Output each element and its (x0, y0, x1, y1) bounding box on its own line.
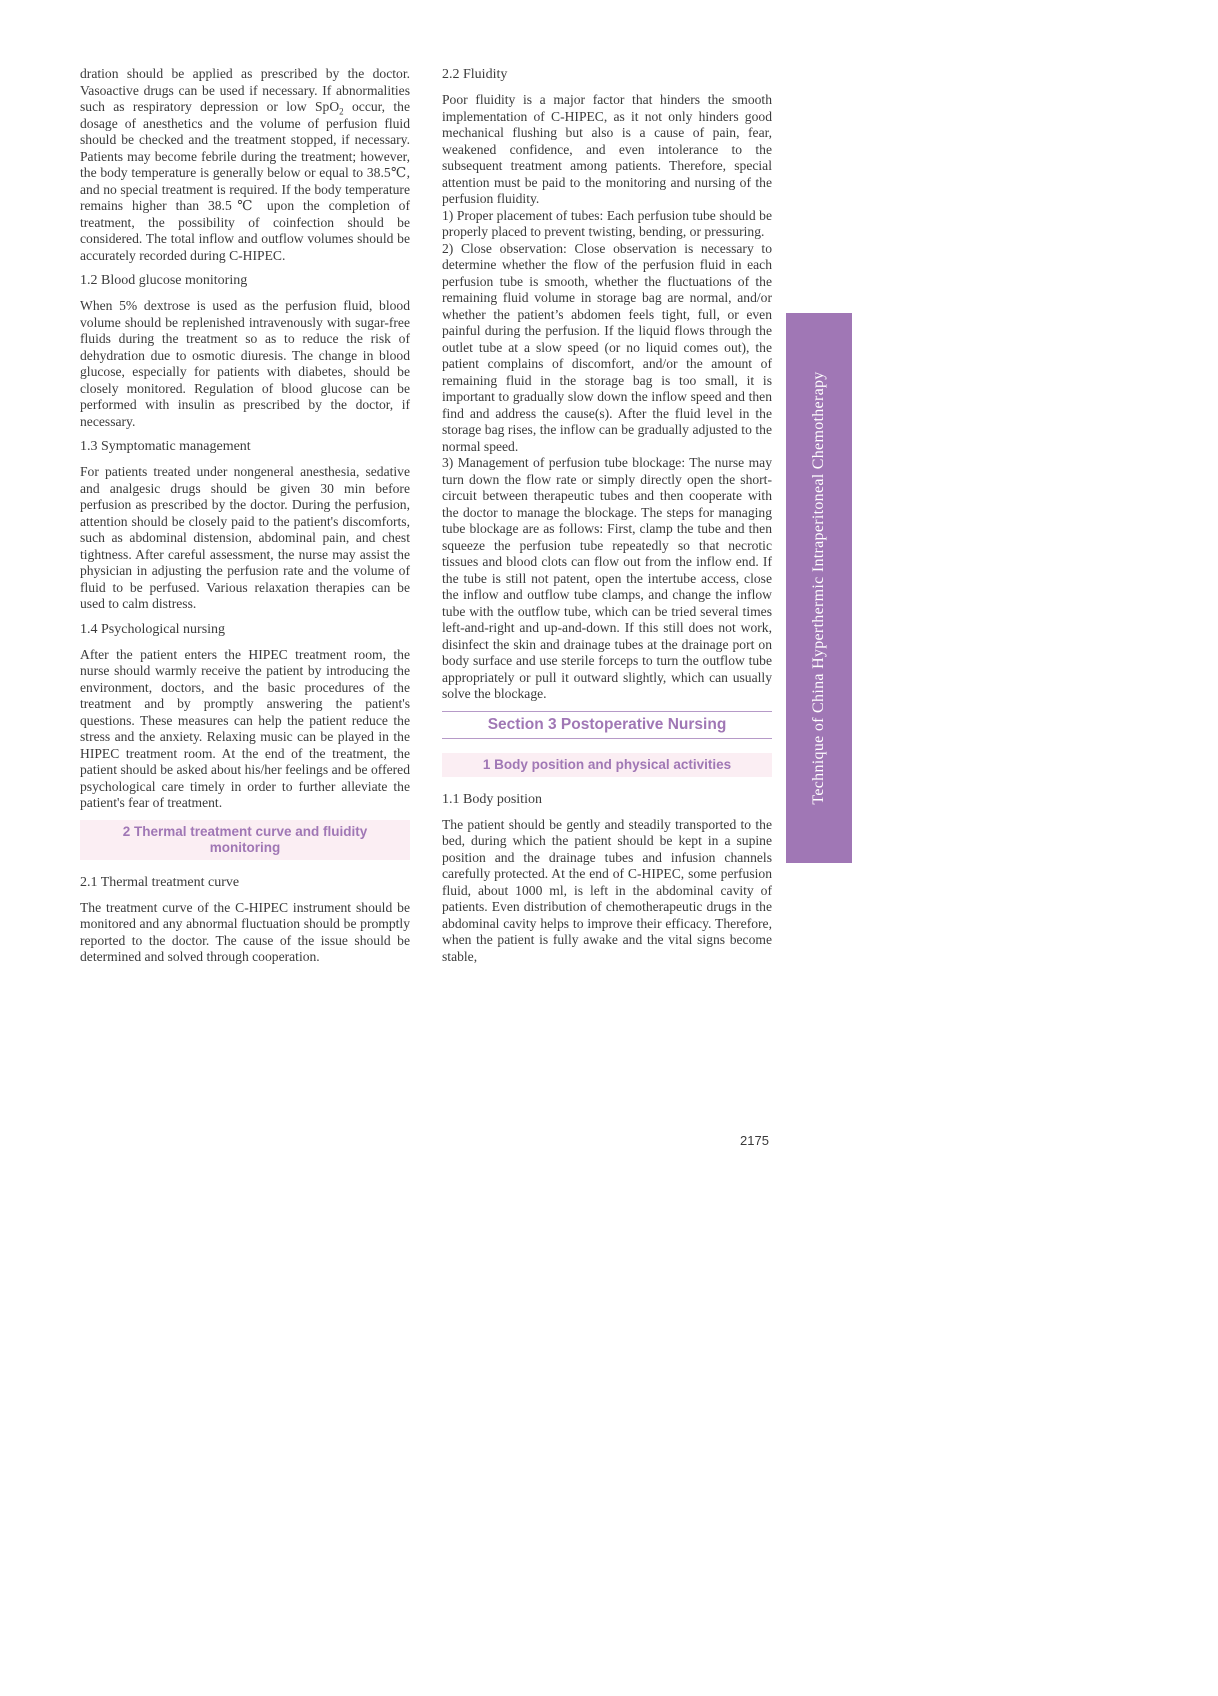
heading-1-box: 1 Body position and physical activities (442, 753, 772, 777)
heading-1-2: 1.2 Blood glucose monitoring (80, 273, 248, 288)
heading-2-1: 2.1 Thermal treatment curve (80, 874, 240, 890)
paragraph-1-4: After the patient enters the HIPEC treatment room, the nurse should warmly receive the patient by introducing the environment, doctors, and the basic procedures of the treatment and by promptly answering the patient's questions. These measures can help the patient reduce the stress and the anxiety. Relaxing music can be played in the HIPEC treatment room. At the end of the treatment, the patient should be asked about his/her feelings and be offered psychological care timely in order to further alleviate the patient's fear of treatment. (80, 646, 410, 810)
paragraph-2-2: Poor fluidity is a major factor that hinders the smooth implementation of C-HIPEC, as it not only hinders good mechanical flushing but also is a cause of pain, fear, weakened confidence, and even intolerance to the subsequent treatment among patients. Therefore, special attention must be paid to the monitoring and nursing of the perfusion fluidity. (442, 92, 772, 206)
paragraph-2-1: The treatment curve of the C-HIPEC instrument should be monitored and any abnormal fluctuation should be promptly reported to the doctor. The cause of the issue should be determined and solved through cooperation. (80, 899, 410, 964)
section-3-heading: Section 3 Postoperative Nursing (442, 711, 772, 739)
list-item-3: 3) Management of perfusion tube blockage: The nurse may turn down the flow rate or simply directly open the short-circuit between therapeutic tubes and then cooperate with the doctor to manage the blockage. The steps for managing tube blockage are as follows: First, clamp the tube and then squeeze the perfusion tube repeatedly so that necrotic tissues and blood clots can flow out from the inflow end. If the tube is still not patent, open the intertube access, close the inflow and outflow tube clamps, and change the inflow tube with the outflow tube, which can be tried several times left-and-right and up-and-down. If this still does not work, disinfect the skin and drainage tubes at the drainage port on body surface and use sterile forceps to turn the outflow tube appropriately or pull it outward slightly, which can usually solve the blockage. (442, 455, 772, 701)
paragraph-1-1: The patient should be gently and steadily transported to the bed, during which the patient should be kept in a supine position and the drainage tubes and infusion channels carefully protected. At the end of C-HIPEC, some perfusion fluid, about 1000 ml, is left in the abdominal cavity of patients. Even distribution of chemotherapeutic drugs in the abdominal cavity helps to improve their efficacy. Therefore, when the patient is fully awake and the vital signs become stable, (442, 816, 772, 964)
side-banner-title: Technique of China Hyperthermic Intraperitoneal Chemotherapy (810, 371, 827, 805)
paragraph-intro: dration should be applied as prescribed by the doctor. Vasoactive drugs can be used if necessary. If abnormalities such as respiratory depression or low SpO$_2$ occur, the dosage of anesthetics and the volume of perfusion fluid should be checked and the treatment stopped, if necessary. Patients may become febrile during the treatment; however, the body temperature is generally below or equal to 38.5℃, and no special treatment is required. If the body temperature remains higher than 38.5℃ upon the completion of treatment, the possibility of coinfection should be considered. The total inflow and outflow volumes should be accurately recorded during C-HIPEC. (80, 66, 410, 263)
heading-2-2: 2.2 Fluidity (442, 67, 508, 82)
heading-1-4: 1.4 Psychological nursing (80, 621, 226, 637)
heading-1-1: 1.1 Body position (442, 791, 542, 807)
side-banner (786, 313, 852, 863)
list-item-2: 2) Close observation: Close observation is necessary to determine whether the flow of the perfusion fluid in each perfusion tube is smooth, whether the fluctuations of the remaining fluid volume in storage bag are normal, and/or whether the patient’s abdomen feels tight, full, or even painful during the perfusion. If the liquid flows through the outlet tube at a slow speed (or no liquid comes out), the patient complains of discomfort, and/or the amount of remaining fluid in the storage bag is too small, it is important to gradually slow down the inflow speed and then find and address the cause(s). After the fluid level in the storage bag rises, the inflow can be gradually adjusted to the normal speed. (442, 240, 772, 454)
paragraph-1-2: When 5% dextrose is used as the perfusion fluid, blood volume should be replenished intravenously with sugar-free fluids during the treatment so as to reduce the risk of dehydration due to osmotic diuresis. The change in blood glucose, especially for patients with diabetes, should be closely monitored. Regulation of blood glucose can be performed with insulin as prescribed by the doctor, if necessary. (80, 298, 410, 429)
heading-2-box: 2 Thermal treatment curve and fluidity monitoring (80, 820, 410, 860)
page-number: 2175 (740, 1133, 769, 1148)
heading-1-3: 1.3 Symptomatic management (80, 439, 251, 454)
paragraph-1-3: For patients treated under nongeneral anesthesia, sedative and analgesic drugs should be given 30 min before perfusion as prescribed by the doctor. During the perfusion, attention should be closely paid to the patient's discomforts, such as abdominal distension, abdominal pain, and chest tightness. After careful assessment, the nurse may assist the physician in adjusting the perfusion rate and the volume of fluid to be perfused. Various relaxation therapies can be used to calm distress. (80, 464, 410, 611)
left-column (80, 66, 410, 966)
right-column (442, 66, 772, 965)
list-item-1: 1) Proper placement of tubes: Each perfusion tube should be properly placed to prevent twisting, bending, or pressuring. (442, 207, 772, 239)
